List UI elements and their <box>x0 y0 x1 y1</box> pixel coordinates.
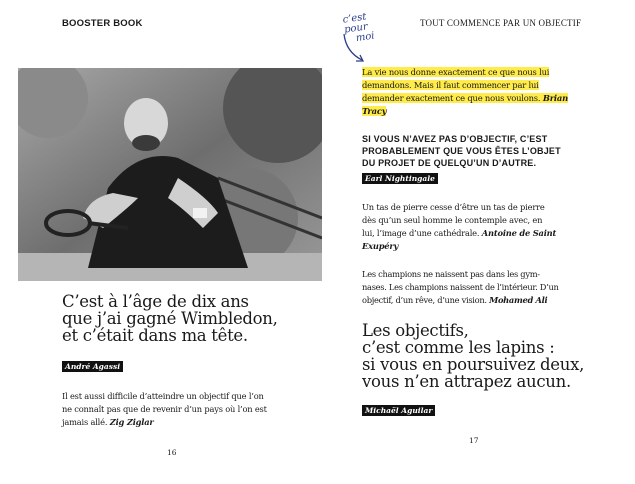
author-tag-nightingale: Earl Nightingale <box>362 173 438 184</box>
left-page-header: BOOSTER BOOK <box>62 18 143 29</box>
nightingale-quote: SI VOUS N’AVEZ PAS D’OBJECTIF, C’EST PROBABLEMENT QUE VOUS ÊTES L’OBJET DU PROJET DE QUELQU’UN D’AUTRE. <box>362 134 561 168</box>
author-ali: Mohamed Ali <box>489 295 548 305</box>
arrow-icon <box>340 30 370 70</box>
tracy-quote: La vie nous donne exactement ce que nous lui demandons. Mais il faut commencer par lui demander exactement ce que nous voulons. Brian Tracy <box>362 67 569 116</box>
ziglar-quote: Il est aussi difficile d’atteindre un objectif que l’on ne connaît pas que de revenir d’un pays où l’on est jamais allé. Zig Ziglar <box>62 391 267 427</box>
right-page-header: TOUT COMMENCE PAR UN OBJECTIF <box>420 18 582 28</box>
handwritten-note: c’est pour moi <box>341 11 376 45</box>
aguilar-quote: Les objectifs, c’est comme les lapins : si vous en poursuivez deux, vous n’en attrapez aucun. <box>362 321 585 391</box>
tennis-player-photo <box>18 68 322 281</box>
author-tracy-2: Tracy <box>362 106 387 116</box>
ali-quote: Les champions ne naissent pas dans les gym- nases. Les champions naissent de l’intérieur. D’un objectif, d’un rêve, d’une vision. Mohamed Ali <box>362 269 559 305</box>
author-saint-exupery-2: Exupéry <box>362 241 399 251</box>
author-ziglar: Zig Ziglar <box>109 417 154 427</box>
author-saint-exupery-1: Antoine de Saint <box>481 228 557 238</box>
author-tag-aguilar: Michaël Aguilar <box>362 405 435 416</box>
page-number-left: 16 <box>167 448 177 457</box>
agassi-quote: C’est à l’âge de dix ans que j’ai gagné Wimbledon, et c’était dans ma tête. <box>62 292 278 345</box>
saint-exupery-quote: Un tas de pierre cesse d’être un tas de pierre dès qu’un seul homme le contemple avec, en lui, l’image d’une cathédrale. Antoine de Saint Exupéry <box>362 201 584 253</box>
author-tracy-1: Brian <box>542 93 569 103</box>
page-number-right: 17 <box>469 436 479 445</box>
author-tag-agassi: André Agassi <box>62 361 123 372</box>
